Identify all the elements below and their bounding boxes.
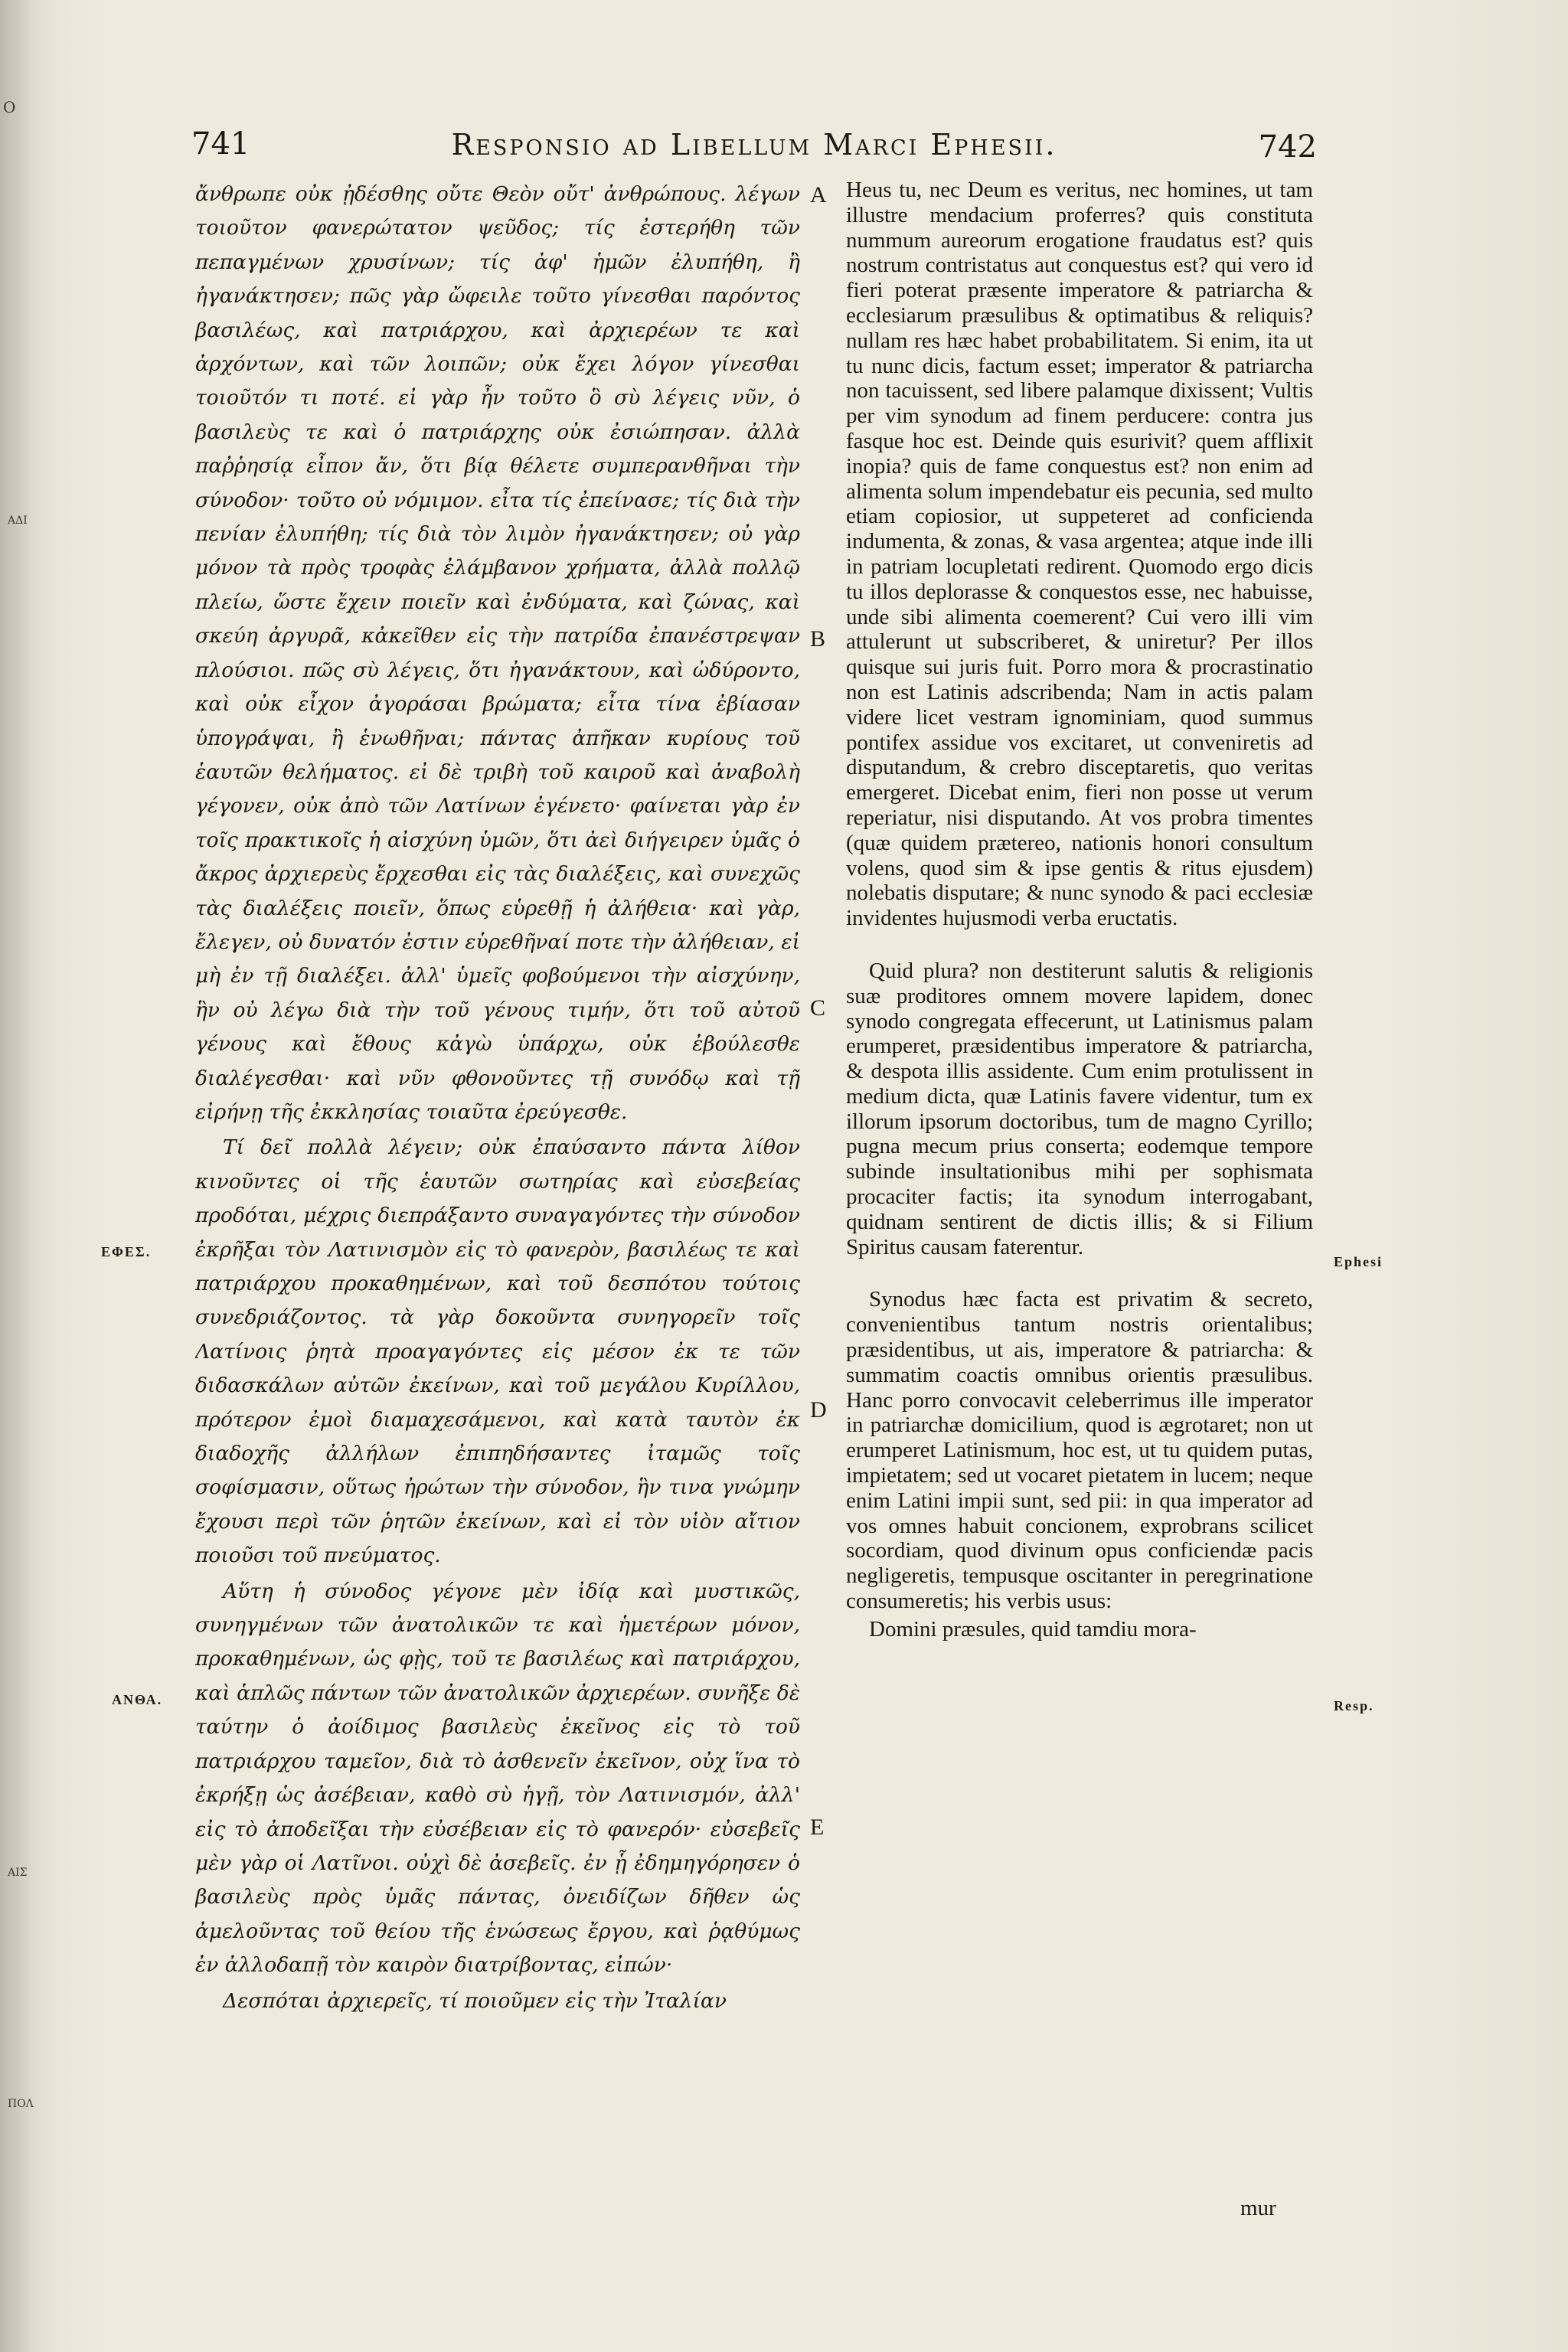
running-title: Responsio ad Libellum Marci Ephesii. [451,128,1057,162]
edge-mark: ΑΔΙ [8,514,28,527]
section-marker-b: B [810,626,826,652]
greek-paragraph: Αὕτη ἡ σύνοδος γέγονε μὲν ἰδίᾳ καὶ μυστικῶς, συνηγμένων τῶν ἀνατολικῶν τε καὶ ἡμετέρων μόνον, προκαθημένων, ὡς φῂς, τοῦ τε βασιλέως καὶ πατριάρχου, καὶ ἁπλῶς πάντων τῶν ἀνατολικῶν ἀρχιερέων. συνῆξε δὲ ταύτην ὁ ἀοίδιμος βασιλεὺς ἐκεῖνος εἰς τὸ τοῦ πατριάρχου ταμεῖον, διὰ τὸ ἀσθενεῖν ἐκεῖνον, οὐχ ἵνα τὸ ἐκρήξῃ ὡς ἀσέβειαν, καθὸ σὺ ἡγῇ, τὸν Λατινισμόν, ἀλλ' εἰς τὸ ἀποδεῖξαι τὴν εὐσέβειαν εἰς τὸ φανερόν· εὐσεβεῖς μὲν γὰρ οἱ Λατῖνοι. οὐχὶ δὲ ἀσεβεῖς. ἐν ᾗ ἐδημηγόρησεν ὁ βασιλεὺς πρὸς ὑμᾶς πάντας, ὀνειδίζων δῆθεν ὡς ἀμελοῦντας τοῦ θείου τῆς ἑνώσεως ἔργου, καὶ ῥᾳθύμως ἐν ἀλλοδαπῇ τὸν καιρὸν διατρίβοντας, εἰπών· [195,1579,800,1978]
latin-text-column [846,178,1313,2214]
latin-paragraph: Quid plura? non destiterunt salutis & religionis suæ proditores omnem movere lapidem, donec synodo congregata effecerunt, ut Latinismus palam erumperet, præsidentibus imperatore & patriarcha, & despota illis assidente. Cum enim protulissent in medium dicta, quæ Latinis favere videntur, tum ex illorum ipsorum doctoribus, tum de magno Cyrillo; pugna mecum prius conserta; eodemque tempore subinde insultationibus mihi per sophismata procaciter factis; ita synodum interrogabant, quidnam sentirent de dictis illis; & si Filium Spiritus causam faterentur. [846,958,1313,1259]
section-marker-e: E [810,1815,825,1840]
section-marker-a: A [810,182,827,207]
margin-note-response: ΑΝΘΑ. [112,1692,163,1707]
margin-note-resp: Resp. [1334,1698,1374,1713]
page-number-left: 741 [191,126,250,162]
section-marker-d: D [810,1397,827,1423]
adjacent-page-edge [0,0,31,2352]
greek-paragraph: Τί δεῖ πολλὰ λέγειν; οὐκ ἐπαύσαντο πάντα λίθον κινοῦντες οἱ τῆς ἑαυτῶν σωτηρίας καὶ εὐσεβείας προδόται, μέχρις διεπράξαντο συναγαγόντες τὴν σύνοδον ἐκρῆξαι τὸν Λατινισμὸν εἰς τὸ φανερὸν, βασιλέως τε καὶ πατριάρχου προκαθημένων, καὶ τοῦ δεσπότου τούτοις συνεδριάζοντος. τὰ γὰρ δοκοῦντα συνηγορεῖν τοῖς Λατίνοις ῥητὰ προαγαγόντες εἰς μέσον ἐκ τε τῶν διδασκάλων αὐτῶν ἐκείνων, καὶ τοῦ μεγάλου Κυρίλλου, πρότερον ἐμοὶ διαμαχεσάμενοι, καὶ κατὰ ταυτὸν ἐκ διαδοχῆς ἀλλήλων ἐπιπηδήσαντες ἰταμῶς τοῖς σοφίσμασιν, οὕτως ἠρώτων τὴν σύνοδον, ἣν τινα γνώμην ἔχουσι περὶ τῶν ῥητῶν ἐκείνων, καὶ εἰ τὸν υἱὸν αἴτιον ποιοῦσι τοῦ πνεύματος. [195,1135,800,1568]
latin-paragraph: Synodus hæc facta est privatim & secreto, convenientibus tantum nostris orientalibus; præsidentibus, ut ais, imperatore & patriarcha: & summatim coactis omnibus orientis præsulibus. Hanc porro convocavit celeberrimus ille imperator in patriarchæ domicilium, quod is ægrotaret; non ut erumperet Latinismum, hoc est, ut tu quidem putas, impietatem; sed ut vocaret pietatem in lucem; neque enim Latini impii sunt, sed pii: in qua imperator ad vos omnes habuit concionem, exprobrans scilicet socordiam, quod divinum opus conficiendæ pacis negligeretis, tempusque oscitanter in peregrinatione consumeretis; his verbis usus: [846,1287,1313,1614]
catchword: mur [1240,2196,1276,2220]
latin-paragraph: Domini præsules, quid tamdiu mora- [869,1616,1197,1642]
margin-note-ephesi: Ephesi [1334,1254,1383,1269]
edge-mark: O [3,98,16,116]
greek-paragraph: ἄνθρωπε οὐκ ᾐδέσθης οὔτε Θεὸν οὔτ' ἀνθρώπους. λέγων τοιοῦτον φανερώτατον ψεῦδος; τίς ἐστερήθη τῶν πεπαγμένων χρυσίνων; τίς ἀφ' ἡμῶν ἐλυπήθη, ἢ ἠγανάκτησεν; πῶς γὰρ ὤφειλε τοῦτο γίνεσθαι παρόντος βασιλέως, καὶ πατριάρχου, καὶ ἀρχιερέων τε καὶ ἀρχόντων, καὶ τῶν λοιπῶν; οὐκ ἔχει λόγον γίνεσθαι τοιοῦτόν τι ποτέ. εἰ γὰρ ἦν τοῦτο ὃ σὺ λέγεις νῦν, ὁ βασιλεὺς τε καὶ ὁ πατριάρχης οὐκ ἐσιώπησαν. ἀλλὰ παῤῥησίᾳ εἶπον ἄν, ὅτι βίᾳ θέλετε συμπερανθῆναι τὴν σύνοδον· τοῦτο οὐ νόμιμον. εἶτα τίς ἐπείνασε; τίς διὰ τὴν πενίαν ἐλυπήθη; τίς διὰ τὸν λιμὸν ἠγανάκτησεν; οὐ γὰρ μόνον τὰ πρὸς τροφὰς ἐλάμβανον χρήματα, ἀλλὰ πολλῷ πλείω, ὥστε ἔχειν ποιεῖν καὶ ἐνδύματα, καὶ ζώνας, καὶ σκεύη ἀργυρᾶ, κἀκεῖθεν εἰς τὴν πατρίδα ἐπανέστρεψαν πλούσιοι. πῶς σὺ λέγεις, ὅτι ἠγανάκτουν, καὶ ὠδύροντο, καὶ οὐκ εἶχον ἀγοράσαι βρώματα; εἶτα τίνα ἐβίασαν ὑπογράψαι, ἢ ἑνωθῆναι; πάντας ἀπῆκαν κυρίους τοῦ ἑαυτῶν θελήματος. εἰ δὲ τριβὴ τοῦ καιροῦ καὶ ἀναβολὴ γέγονεν, οὐκ ἀπὸ τῶν Λατίνων ἐγένετο· φαίνεται γὰρ ἐν τοῖς πρακτικοῖς ἡ αἰσχύνη ὑμῶν, ὅτι ἀεὶ διήγειρεν ὑμᾶς ὁ ἄκρος ἀρχιερεὺς ἔρχεσθαι εἰς τὰς διαλέξεις, καὶ συνεχῶς τὰς διαλέξεις ποιεῖν, ὅπως εὑρεθῇ ἡ ἀλήθεια· καὶ γὰρ, ἔλεγεν, οὐ δυνατόν ἐστιν εὑρεθῆναί ποτε τὴν ἀλήθειαν, εἰ μὴ ἐν τῇ διαλέξει. ἀλλ' ὑμεῖς φοβούμενοι τὴν αἰσχύνην, ἣν οὐ λέγω διὰ τὴν τοῦ γένους τιμήν, ὅτι τοῦ αὐτοῦ γένους καὶ ἔθους κἀγὼ ὑπάρχω, οὐκ ἐβούλεσθε διαλέγεσθαι· καὶ νῦν φθονοῦντες τῇ συνόδῳ καὶ τῇ εἰρήνῃ τῆς ἐκκλησίας τοιαῦτα ἐρεύγεσθε. [195,182,800,1124]
greek-paragraph: Δεσπόται ἀρχιερεῖς, τί ποιοῦμεν εἰς τὴν Ἰταλίαν [223,1988,727,2013]
edge-mark: ΑΙΣ [8,1867,28,1879]
margin-note-ephesus: ΕΦΕΣ. [101,1244,152,1259]
latin-paragraph: Heus tu, nec Deum es veritus, nec homines, ut tam illustre mendacium proferres? quis constituta nummum aureorum erogatione fraudatus est? quis nostrum contristatus aut conquestus est? qui vero id fieri poterat præsente imperatore & patriarcha & ecclesiarum præsulibus & optimatibus & reliquis? nullam res hæc habet probabilitatem. Si enim, ita ut tu nunc dicis, factum esset; imperator & patriarcha non tacuissent, sed libere palamque dixissent; Vultis per vim synodum ad finem perducere: contra jus fasque hoc est. Deinde quis esurivit? quem afflixit inopia? quis de fame conquestus est? non enim ad alimenta solum impendebatur eis pecunia, sed multo etiam copiosior, ut suppeteret ad conficienda indumenta, & zonas, & vasa argentea; atque inde illi in patriam locupletati redirent. Quomodo ergo dicis tu illos deplorasse & conquestos esse, nec habuisse, unde sibi alimenta coemerent? Cui vero illi vim attulerunt ut subscriberet, & uniretur? Per illos quisque sui juris fuit. Porro mora & procrastinatio non est Latinis adscribenda; Nam in actis palam videre licet vestram ignominiam, quod summus pontifex assidue vos excitaret, ut conveniretis ad disputandum, & crebro disceptaretis, quo veritas emergeret. Dicebat enim, fieri non posse ut verum reperiatur, nisi disputando. At vos probra timentes (quæ quidem prætereo, nationis honori consultum volens, quod sim & ipse gentis & ritus ejusdem) nolebatis disputare; & nunc synodo & paci ecclesiæ invidentes hujusmodi verba eructatis. [846,178,1313,931]
greek-text-column [195,178,800,2184]
page-header [191,126,1317,172]
section-marker-c: C [810,995,826,1021]
edge-mark: ΠΟΛ [8,2098,34,2110]
page-number-right: 742 [1258,129,1317,165]
